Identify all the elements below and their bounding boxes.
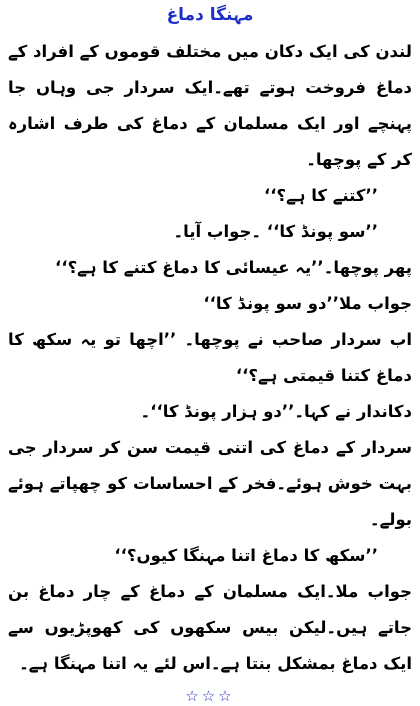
dialogue-line-7: ’’سکھ کا دماغ اتنا مہنگا کیوں؟‘‘ (114, 546, 378, 565)
dialogue-line-4: جواب ملا’’دو سو پونڈ کا‘‘ (203, 294, 412, 313)
dialogue-line-2: ’’سو پونڈ کا‘‘ ۔جواب آیا۔ (173, 222, 378, 241)
paragraph-intro: لندن کی ایک دکان میں مختلف قوموں کے افراد کے دماغ فروخت ہوتے تھے۔ایک سردار جی وہاں جا پہنچے اور ایک مسلمان کے دماغ کی طرف اشارہ کر کے پوچھا۔ (8, 42, 412, 169)
paragraph-reaction: سردار کے دماغ کی اتنی قیمت سن کر سردار جی بہت خوش ہوئے۔فخر کے احساسات کو چھپاتے ہوئے بولے۔ (8, 438, 412, 529)
dialogue-line-5: اب سردار صاحب نے پوچھا۔ ’’اچھا تو یہ سکھ کا دماغ کتنا قیمتی ہے؟‘‘ (8, 330, 412, 385)
end-stars: ☆☆☆ (185, 687, 235, 705)
dialogue-line-3: پھر پوچھا۔’’یہ عیسائی کا دماغ کتنے کا ہے؟‘‘ (55, 258, 412, 277)
dialogue-line-6: دکاندار نے کہا۔’’دو ہزار پونڈ کا‘‘۔ (140, 402, 412, 421)
dialogue-line-1: ’’کتنے کا ہے؟‘‘ (264, 186, 378, 205)
paragraph-punchline: جواب ملا۔ایک مسلمان کے دماغ کے چار دماغ بن جاتے ہیں۔لیکن بیس سکھوں کی کھوپڑیوں سے ایک دماغ بمشکل بنتا ہے۔اس لئے یہ اتنا مہنگا ہے۔ (8, 582, 412, 673)
article-title: مہنگا دماغ (166, 5, 254, 25)
